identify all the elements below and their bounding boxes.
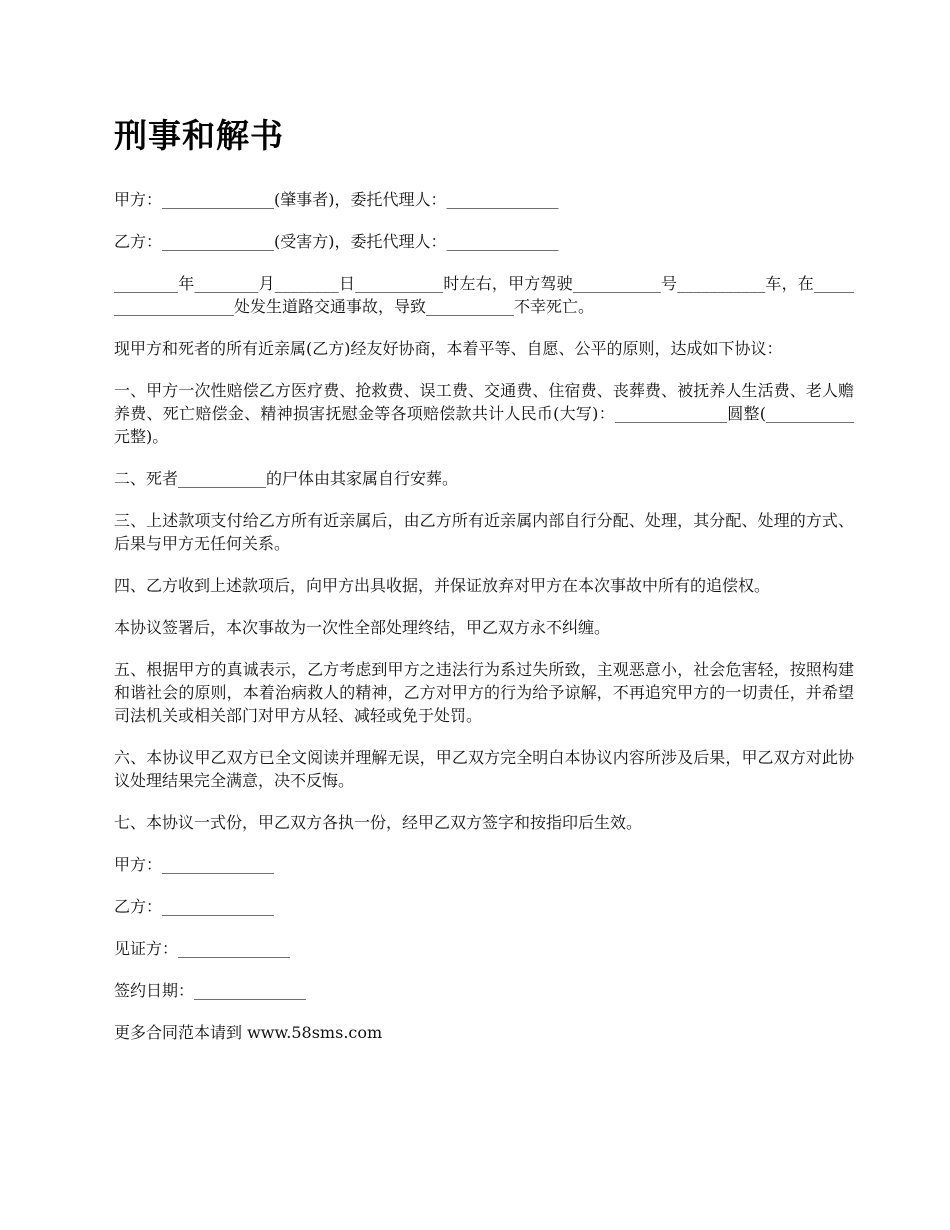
clause-2: 二、死者___________的尸体由其家属自行安葬。 — [114, 469, 459, 488]
clause-3: 三、上述款项支付给乙方所有近亲属后，由乙方所有近亲属内部自行分配、处理，其分配、处理的方式、后果与甲方无任何关系。 — [114, 511, 854, 553]
clause-1: 一、甲方一次性赔偿乙方医疗费、抢救费、误工费、交通费、住宿费、丧葬费、被抚养人生活费、老人赡养费、死亡赔偿金、精神损害抚慰金等各项赔偿款共计人民币(大写)：______________圆整(___________元整)。 — [114, 381, 854, 446]
signature-party-a: 甲方：______________ — [114, 855, 275, 874]
signature-witness: 见证方：______________ — [114, 939, 291, 958]
document-page — [114, 112, 854, 1063]
clause-7: 七、本协议一式份，甲乙双方各执一份，经甲乙双方签字和按指印后生效。 — [114, 813, 643, 832]
clause-5: 五、根据甲方的真诚表示，乙方考虑到甲方之违法行为系过失所致，主观恶意小，社会危害轻，按照构建和谐社会的原则，本着治病救人的精神，乙方对甲方的行为给予谅解，不再追究甲方的一切责任，并希望司法机关或相关部门对甲方从轻、减轻或免于处罚。 — [114, 660, 854, 725]
signature-date: 签约日期：______________ — [114, 981, 307, 1000]
signature-party-b: 乙方：______________ — [114, 897, 275, 916]
agreement-intro: 现甲方和死者的所有近亲属(乙方)经友好协商，本着平等、自愿、公平的原则，达成如下协议： — [114, 339, 783, 358]
document-title: 刑事和解书 — [114, 116, 284, 155]
clause-4: 四、乙方收到上述款项后，向甲方出具收据，并保证放弃对甲方在本次事故中所有的追偿权。 — [114, 576, 771, 595]
footer-source-note: 更多合同范本请到 www.58sms.com — [114, 1023, 383, 1042]
clause-6: 六、本协议甲乙双方已全文阅读并理解无误，甲乙双方完全明白本协议内容所涉及后果，甲乙双方对此协议处理结果完全满意，决不反悔。 — [114, 748, 854, 790]
closure-statement: 本协议签署后，本次事故为一次性全部处理终结，甲乙双方永不纠缠。 — [114, 618, 611, 637]
party-a-line: 甲方：______________(肇事者)，委托代理人：______________ — [114, 190, 559, 209]
accident-details: ________年________月________日___________时左右，甲方驾驶___________号___________车，在____________________处发生道路交通事故，导致___________不幸死亡。 — [114, 274, 854, 316]
party-b-line: 乙方：______________(受害方)，委托代理人：______________ — [114, 232, 559, 251]
